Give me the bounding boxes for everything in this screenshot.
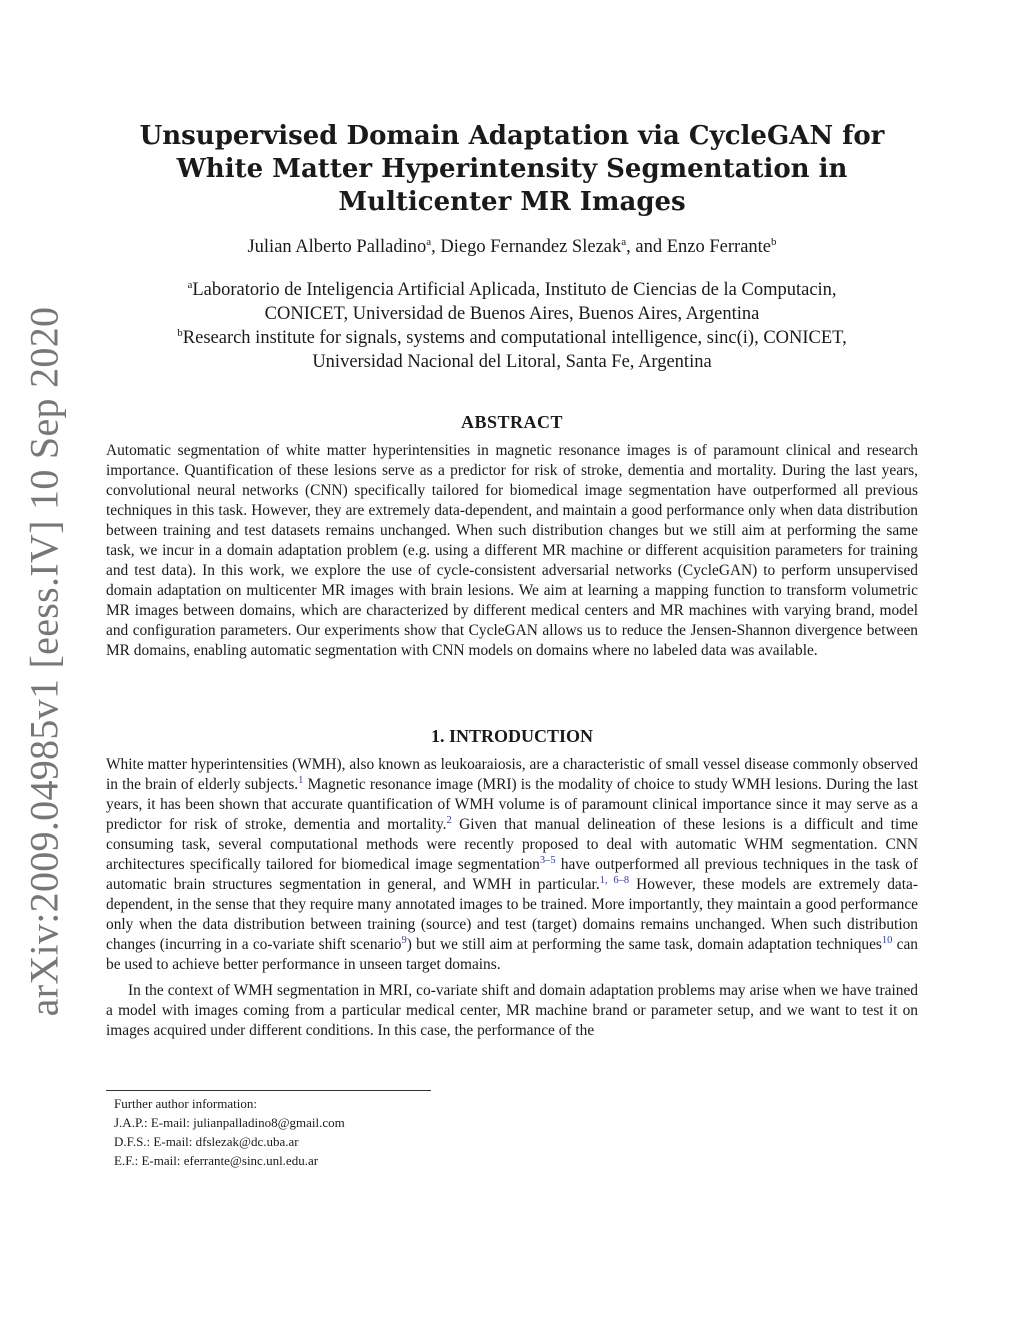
citation-link[interactable]: 9 [401,934,407,946]
intro-paragraph [106,755,918,975]
citation-link[interactable]: 10 [881,934,893,946]
citation-link[interactable]: 2 [446,814,452,826]
intro-text: White matter hyperintensities (WMH), also known as leukoaraiosis, are a characteristic of small vessel disease commonly observed in the brain of elderly subjects. [106,756,918,793]
affiliation-mark: a [621,235,627,248]
affiliation-line: CONICET, Universidad de Buenos Aires, Buenos Aires, Argentina [264,304,760,324]
footnote-line: D.F.S.: E-mail: dfslezak@dc.uba.ar [114,1134,299,1149]
affiliation-line: Universidad Nacional del Litoral, Santa Fe, Argentina [312,352,712,372]
abstract-section [106,441,918,661]
arxiv-identifier: arXiv:2009.04985v1 [eess.IV] 10 Sep 2020 [21,306,67,1016]
author-name: Enzo Ferrante [666,237,772,257]
affiliation-mark: b [771,235,777,248]
author-separator: , [431,237,441,257]
introduction-section [106,755,918,1041]
section-heading-introduction: 1. INTRODUCTION [430,726,594,746]
affiliations [100,278,924,374]
affiliation-mark: a [426,235,432,248]
intro-text: can be used to achieve better performance in unseen target domains. [106,936,918,973]
affiliation-mark: b [177,326,183,339]
affiliation-text: Laboratorio de Inteligencia Artificial Aplicada, Instituto de Ciencias de la Computacin, [192,280,837,300]
affiliation-line [100,326,924,350]
abstract-text: Automatic segmentation of white matter hyperintensities in magnetic resonance images is of paramount clinical and research importance. Quantification of these lesions serve as a predictor for risk of stroke, dementia and mortality. During the last years, convolutional neural networks (CNN) specifically tailored for biomedical image segmentation have outperformed all previous techniques in this task. However, they are extremely data-dependent, and maintain a good performance only when data distribution between training and test datasets remains unchanged. When such distribution changes but we still aim at performing the same task, we incur in a domain adaptation problem (e.g. using a different MR machine or different acquisition parameters for training and test data). In this work, we explore the use of cycle-consistent adversarial networks (CycleGAN) to perform unsupervised domain adaptation on multicenter MR images with brain lesions. We aim at learning a mapping function to transform volumetric MR images between domains, which are characterized by different medical centers and MR machines with varying brand, model and configuration parameters. Our experiments show that CycleGAN allows us to reduce the Jensen-Shannon divergence between MR domains, enabling automatic segmentation with CNN models on domains where no labeled data was available. [106,442,918,659]
arxiv-sidebar-stamp [12,306,76,1016]
intro-text: Magnetic resonance image (MRI) is the modality of choice to study WMH lesions. During the last years, it has been shown that accurate quantification of WMH volume is of paramount clinical importance since it may serve as a predictor for risk of stroke, dementia and mortality. [106,776,919,833]
author-separator: , and [626,237,667,257]
intro-text: However, these models are extremely data-dependent, in the sense that they require many annotated images to be trained. More importantly, they maintain a good performance only when the data distribution between training (source) and test (target) domains remains unchanged. When such distribution changes (incurring in a co-variate shift scenario [106,876,918,953]
intro-text: have outperformed all previous techniques in the task of automatic brain structures segmentation in general, and WMH in particular. [106,856,918,893]
intro-text: ) but we still aim at performing the same task, domain adaptation techniques [406,936,882,953]
citation-link[interactable]: 3–5 [539,854,556,866]
affiliation-mark: a [187,278,193,291]
footnote-line: J.A.P.: E-mail: julianpalladino8@gmail.com [114,1115,345,1130]
author-name: Julian Alberto Palladino [247,237,427,257]
intro-paragraph: In the context of WMH segmentation in MRI, co-variate shift and domain adaptation problems may arise when we have trained a model with images coming from a particular medical center, MR machine brand or parameter setup, and we want to test it on images acquired under different conditions. In this case, the performance of the [106,982,918,1039]
affiliation-line [100,278,924,302]
footnote-heading: Further author information: [114,1096,257,1111]
paper-title: Unsupervised Domain Adaptation via CycleGAN for White Matter Hyperintensity Segmentation in Multicenter MR Images [139,121,885,217]
affiliation-text: Research institute for signals, systems and computational intelligence, sinc(i), CONICET, [182,328,847,348]
citation-link[interactable]: 1, 6–8 [599,874,630,886]
footnotes [114,1094,345,1170]
author-list [100,237,924,258]
abstract-heading: ABSTRACT [460,412,564,432]
intro-text: Given that manual delineation of these lesions is a difficult and time consuming task, several computational methods were recently proposed to deal with automatic WHM segmentation. CNN architectures specifically tailored for biomedical image segmentation [106,816,918,873]
footnote-divider [106,1090,431,1091]
author-name: Diego Fernandez Slezak [440,237,622,257]
footnote-line: E.F.: E-mail: eferrante@sinc.unl.edu.ar [114,1153,319,1168]
citation-link[interactable]: 1 [298,774,304,786]
